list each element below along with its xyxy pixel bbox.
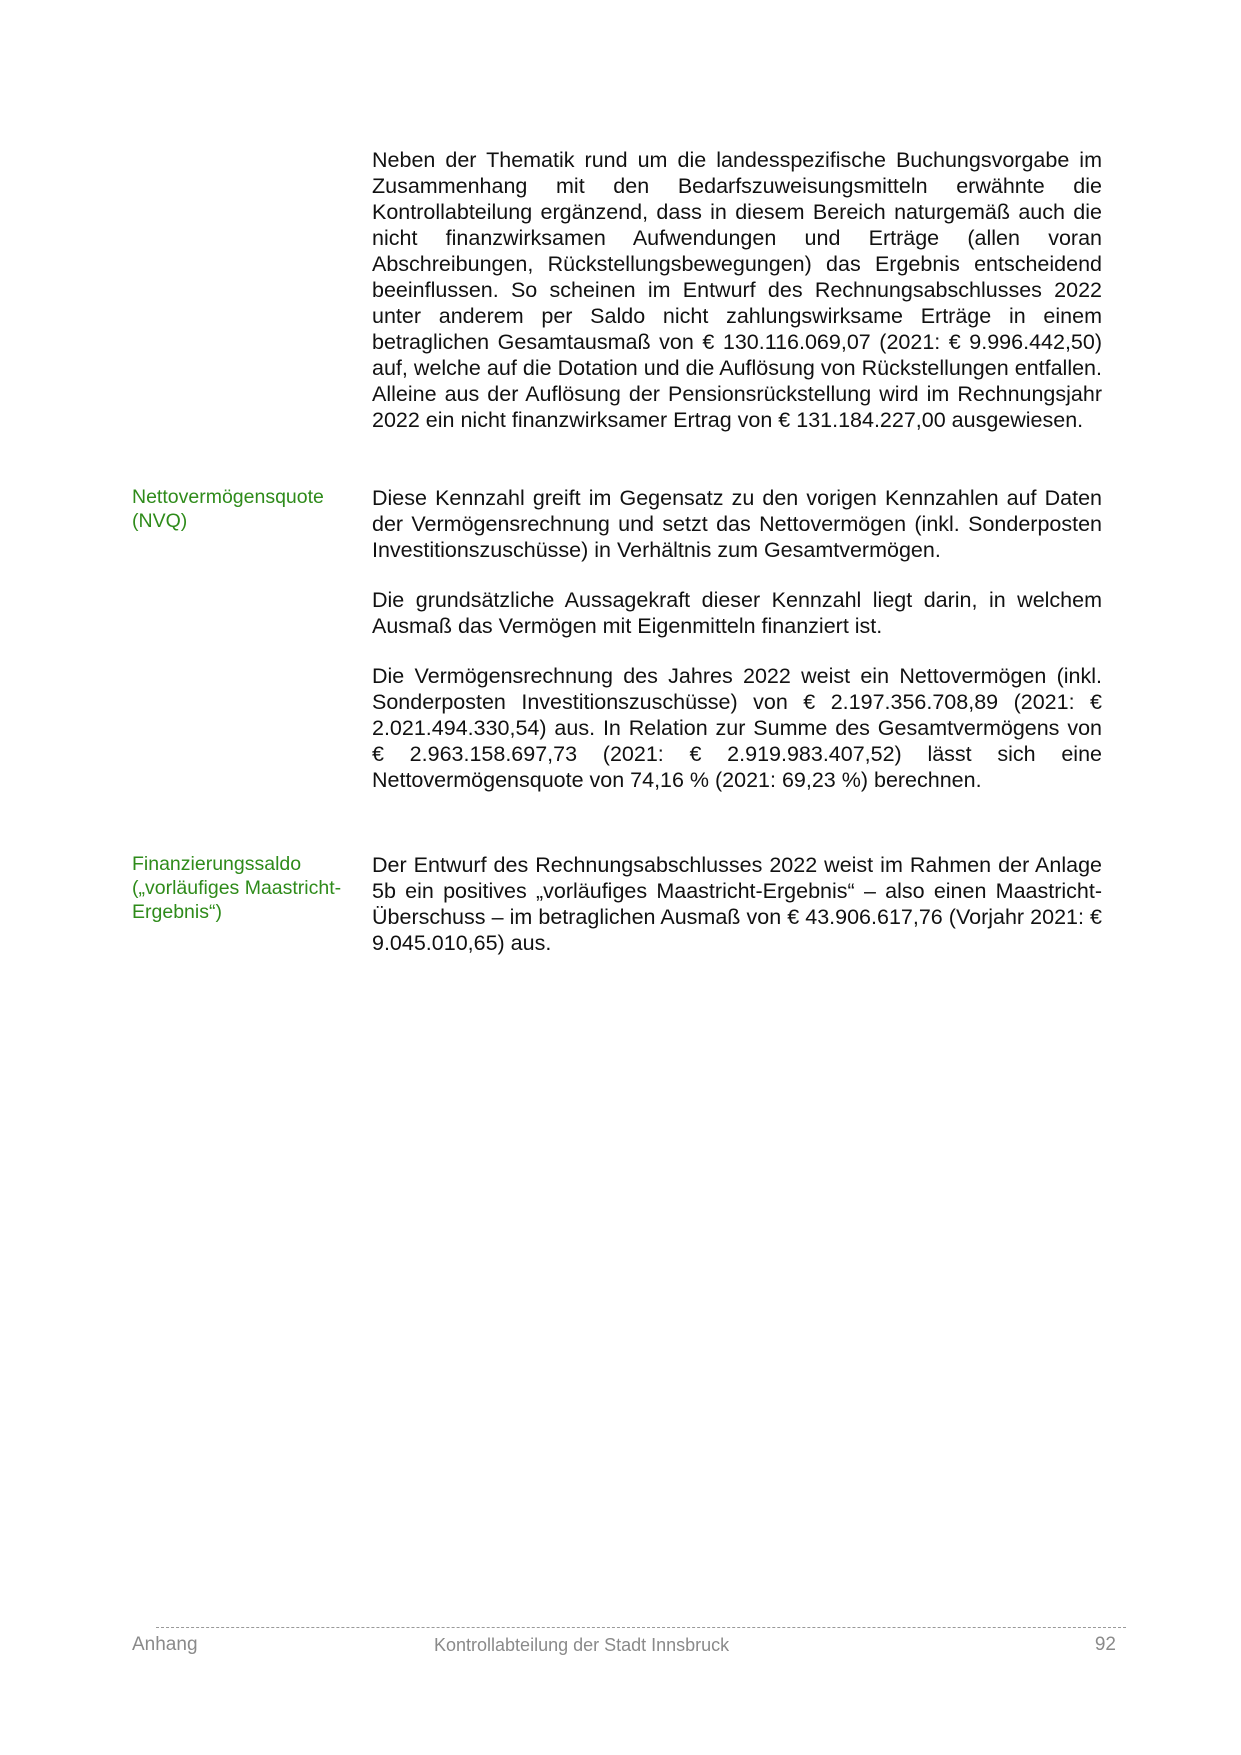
nvq-side-label [132,485,367,533]
nvq-paragraph-2: Die grundsätzliche Aussagekraft dieser Kennzahl liegt darin, in welchem Ausmaß das Vermögen mit Eigenmitteln finanziert ist. [372,588,1102,638]
page-footer [132,1632,1116,1658]
nvq-body [372,485,1102,793]
intro-paragraph: Neben der Thematik rund um die landesspezifische Buchungsvorgabe im Zusammenhang mit den Bedarfszuweisungsmitteln erwähnte die Kontrollabteilung ergänzend, dass in diesem Bereich naturgemäß auch die nicht finanzwirksamen Aufwendungen und Erträge (allen voran Abschreibungen, Rückstellungsbewegungen) das Ergebnis entscheidend beeinflussen. So scheinen im Entwurf des Rechnungsabschlusses 2022 unter anderem per Saldo nicht zahlungswirksame Erträge in einem betraglichen Gesamtausmaß von € 130.116.069,07 (2021: € 9.996.442,50) auf, welche auf die Dotation und die Auflösung von Rückstellungen entfallen. Alleine aus der Auflösung der Pensionsrückstellung wird im Rechnungsjahr 2022 ein nicht finanzwirksamer Ertrag von € 131.184.227,00 ausgewiesen. [372,148,1102,432]
finanzierungssaldo-label-line2: („vorläufiges Maastricht- [132,877,342,899]
footer-page-number: 92 [1094,1634,1116,1655]
footer-organization: Kontrollabteilung der Stadt Innsbruck [434,1635,730,1655]
finanzierungssaldo-paragraph: Der Entwurf des Rechnungsabschlusses 2022 weist im Rahmen der Anlage 5b ein positives „vorläufiges Maastricht-Ergebnis“ – also einen Maastricht-Überschuss – im betraglichen Ausmaß von € 43.906.617,76 (Vorjahr 2021: € 9.045.010,65) aus. [372,853,1102,955]
nvq-label-line2: (NVQ) [132,510,188,532]
nvq-label-line1: Nettovermögensquote [132,486,324,508]
finanzierungssaldo-side-label [132,852,367,924]
intro-body [372,147,1102,433]
nvq-paragraph-1: Diese Kennzahl greift im Gegensatz zu den vorigen Kennzahlen auf Daten der Vermögensrechnung und setzt das Nettovermögen (inkl. Sonderposten Investitionszuschüsse) in Verhältnis zum Gesamtvermögen. [372,486,1102,562]
finanzierungssaldo-body [372,852,1102,956]
finanzierungssaldo-label-line1: Finanzierungssaldo [132,853,302,875]
nvq-paragraph-3: Die Vermögensrechnung des Jahres 2022 weist ein Nettovermögen (inkl. Sonderposten Investitionszuschüsse) von € 2.197.356.708,89 (2021: € 2.021.494.330,54) aus. In Relation zur Summe des Gesamtvermögens von € 2.963.158.697,73 (2021: € 2.919.983.407,52) lässt sich eine Nettovermögensquote von 74,16 % (2021: 69,23 %) berechnen. [372,664,1102,792]
footer-divider [156,1627,1126,1628]
footer-section-name: Anhang [132,1634,198,1655]
finanzierungssaldo-label-line3: Ergebnis“) [132,901,222,923]
